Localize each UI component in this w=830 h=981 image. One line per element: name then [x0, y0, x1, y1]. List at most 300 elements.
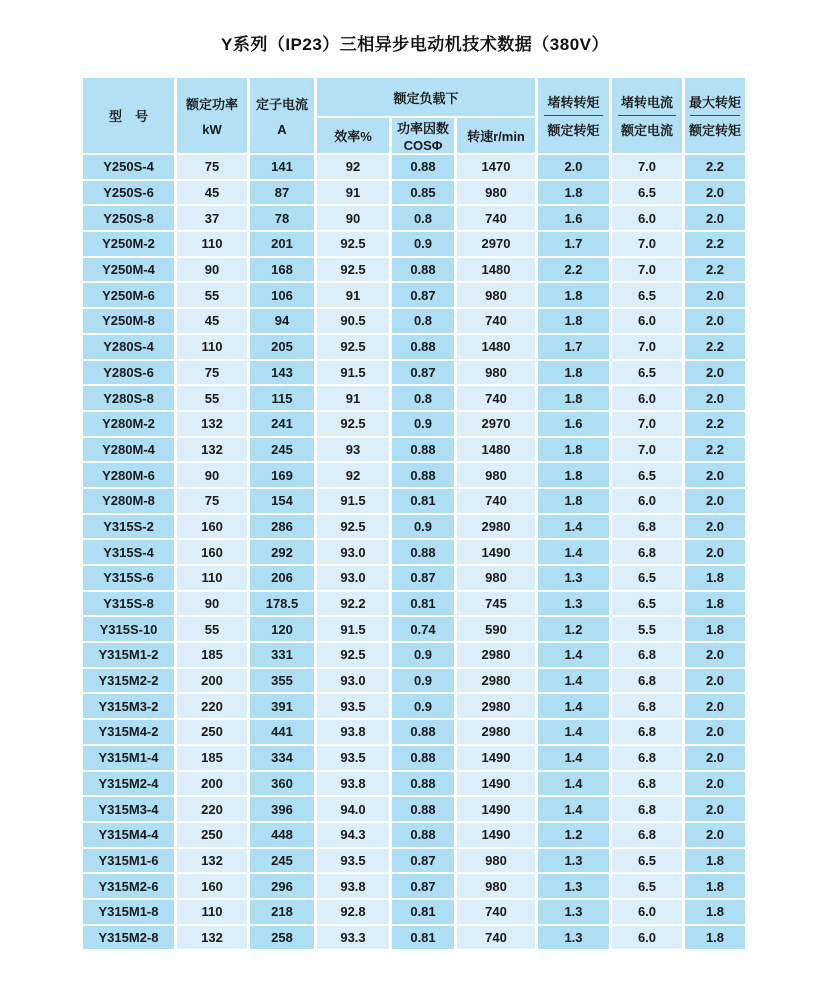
fraction-bar	[690, 115, 740, 116]
value-cell: 1.8	[685, 926, 745, 950]
value-cell: 1.4	[538, 772, 609, 796]
value-cell: 6.8	[612, 720, 682, 744]
value-cell: 132	[177, 926, 247, 950]
value-cell: 91.5	[317, 617, 389, 641]
table-row	[83, 823, 745, 847]
table-body	[83, 155, 745, 949]
value-cell: 6.5	[612, 283, 682, 307]
value-cell: 1.7	[538, 335, 609, 359]
locked-current-denominator: 额定电流	[620, 123, 673, 138]
table-row	[83, 335, 745, 359]
value-cell: 93.0	[317, 566, 389, 590]
value-cell: 1.8	[685, 849, 745, 873]
value-cell: 205	[250, 335, 314, 359]
value-cell: 0.88	[392, 746, 454, 770]
value-cell: 441	[250, 720, 314, 744]
value-cell: 6.8	[612, 694, 682, 718]
value-cell: 45	[177, 309, 247, 333]
table-row	[83, 181, 745, 205]
model-cell: Y315S-10	[83, 617, 174, 641]
header-max-torque-ratio	[685, 78, 745, 153]
model-cell: Y250M-6	[83, 283, 174, 307]
value-cell: 1.8	[538, 181, 609, 205]
value-cell: 0.9	[392, 412, 454, 436]
value-cell: 0.81	[392, 592, 454, 616]
value-cell: 90	[317, 206, 389, 230]
value-cell: 1.7	[538, 232, 609, 256]
table-row	[83, 694, 745, 718]
value-cell: 6.0	[612, 900, 682, 924]
value-cell: 1.8	[685, 592, 745, 616]
value-cell: 6.8	[612, 669, 682, 693]
value-cell: 1.8	[685, 874, 745, 898]
value-cell: 92.5	[317, 515, 389, 539]
value-cell: 1.2	[538, 617, 609, 641]
value-cell: 2.2	[685, 232, 745, 256]
value-cell: 1480	[457, 438, 535, 462]
value-cell: 0.88	[392, 720, 454, 744]
value-cell: 740	[457, 206, 535, 230]
value-cell: 91.5	[317, 361, 389, 385]
value-cell: 360	[250, 772, 314, 796]
value-cell: 2970	[457, 232, 535, 256]
value-cell: 132	[177, 849, 247, 873]
table-row	[83, 592, 745, 616]
value-cell: 1.6	[538, 206, 609, 230]
value-cell: 1.8	[685, 566, 745, 590]
table-row	[83, 540, 745, 564]
value-cell: 6.5	[612, 181, 682, 205]
value-cell: 355	[250, 669, 314, 693]
model-cell: Y250S-4	[83, 155, 174, 179]
table-row	[83, 926, 745, 950]
value-cell: 220	[177, 797, 247, 821]
value-cell: 92.5	[317, 643, 389, 667]
value-cell: 92	[317, 155, 389, 179]
value-cell: 391	[250, 694, 314, 718]
table-row	[83, 361, 745, 385]
table-row	[83, 720, 745, 744]
value-cell: 6.0	[612, 926, 682, 950]
value-cell: 1.3	[538, 592, 609, 616]
value-cell: 0.88	[392, 772, 454, 796]
value-cell: 7.0	[612, 335, 682, 359]
value-cell: 740	[457, 900, 535, 924]
value-cell: 0.88	[392, 335, 454, 359]
value-cell: 1.4	[538, 515, 609, 539]
value-cell: 92.8	[317, 900, 389, 924]
table-row	[83, 566, 745, 590]
value-cell: 245	[250, 438, 314, 462]
value-cell: 185	[177, 746, 247, 770]
value-cell: 1.8	[538, 361, 609, 385]
value-cell: 2980	[457, 720, 535, 744]
value-cell: 2.2	[685, 335, 745, 359]
value-cell: 7.0	[612, 412, 682, 436]
motor-data-table	[80, 76, 748, 951]
value-cell: 250	[177, 720, 247, 744]
value-cell: 1.4	[538, 746, 609, 770]
value-cell: 1.8	[685, 617, 745, 641]
value-cell: 1490	[457, 772, 535, 796]
value-cell: 7.0	[612, 155, 682, 179]
value-cell: 93	[317, 438, 389, 462]
header-power-factor-label: 功率因数	[396, 121, 449, 136]
model-cell: Y280S-8	[83, 386, 174, 410]
model-cell: Y280M-2	[83, 412, 174, 436]
value-cell: 93.5	[317, 746, 389, 770]
value-cell: 92.5	[317, 335, 389, 359]
header-rated-power-unit: kW	[202, 122, 222, 137]
value-cell: 0.88	[392, 463, 454, 487]
value-cell: 0.87	[392, 361, 454, 385]
value-cell: 1480	[457, 258, 535, 282]
value-cell: 2980	[457, 694, 535, 718]
fraction-bar	[618, 115, 677, 116]
model-cell: Y315S-6	[83, 566, 174, 590]
value-cell: 1.8	[685, 900, 745, 924]
value-cell: 0.85	[392, 181, 454, 205]
value-cell: 75	[177, 155, 247, 179]
value-cell: 980	[457, 566, 535, 590]
value-cell: 2970	[457, 412, 535, 436]
value-cell: 1.2	[538, 823, 609, 847]
value-cell: 1.4	[538, 720, 609, 744]
value-cell: 178.5	[250, 592, 314, 616]
table-row	[83, 746, 745, 770]
value-cell: 0.9	[392, 232, 454, 256]
model-cell: Y315M1-8	[83, 900, 174, 924]
value-cell: 2.2	[685, 258, 745, 282]
header-efficiency: 效率%	[317, 118, 389, 153]
value-cell: 141	[250, 155, 314, 179]
value-cell: 292	[250, 540, 314, 564]
value-cell: 143	[250, 361, 314, 385]
value-cell: 0.8	[392, 309, 454, 333]
value-cell: 0.87	[392, 566, 454, 590]
value-cell: 0.9	[392, 643, 454, 667]
value-cell: 168	[250, 258, 314, 282]
value-cell: 980	[457, 283, 535, 307]
value-cell: 0.9	[392, 669, 454, 693]
table-row	[83, 438, 745, 462]
value-cell: 2.0	[685, 515, 745, 539]
value-cell: 590	[457, 617, 535, 641]
value-cell: 0.8	[392, 386, 454, 410]
value-cell: 1.8	[538, 283, 609, 307]
page-title: Y系列（IP23）三相异步电动机技术数据（380V）	[220, 35, 609, 54]
value-cell: 90.5	[317, 309, 389, 333]
value-cell: 90	[177, 592, 247, 616]
value-cell: 110	[177, 335, 247, 359]
value-cell: 93.8	[317, 772, 389, 796]
model-cell: Y315S-2	[83, 515, 174, 539]
table-row	[83, 232, 745, 256]
value-cell: 200	[177, 669, 247, 693]
value-cell: 1.3	[538, 566, 609, 590]
model-cell: Y315M4-4	[83, 823, 174, 847]
value-cell: 6.0	[612, 489, 682, 513]
table-row	[83, 386, 745, 410]
value-cell: 2.0	[685, 361, 745, 385]
table-header	[83, 78, 745, 153]
value-cell: 740	[457, 489, 535, 513]
value-cell: 740	[457, 926, 535, 950]
value-cell: 1.4	[538, 669, 609, 693]
model-cell: Y315M1-6	[83, 849, 174, 873]
value-cell: 1.8	[538, 463, 609, 487]
value-cell: 396	[250, 797, 314, 821]
value-cell: 2.0	[685, 309, 745, 333]
value-cell: 92.5	[317, 232, 389, 256]
value-cell: 1.4	[538, 643, 609, 667]
value-cell: 106	[250, 283, 314, 307]
value-cell: 6.5	[612, 566, 682, 590]
value-cell: 0.81	[392, 926, 454, 950]
value-cell: 286	[250, 515, 314, 539]
value-cell: 1.8	[538, 489, 609, 513]
locked-current-numerator: 堵转电流	[620, 95, 673, 110]
value-cell: 2.0	[685, 540, 745, 564]
value-cell: 1.8	[538, 438, 609, 462]
value-cell: 93.8	[317, 874, 389, 898]
value-cell: 132	[177, 438, 247, 462]
value-cell: 2.0	[685, 463, 745, 487]
value-cell: 37	[177, 206, 247, 230]
table-row	[83, 772, 745, 796]
value-cell: 2.0	[685, 669, 745, 693]
value-cell: 2.0	[538, 155, 609, 179]
value-cell: 6.5	[612, 463, 682, 487]
value-cell: 55	[177, 386, 247, 410]
value-cell: 0.87	[392, 849, 454, 873]
value-cell: 980	[457, 874, 535, 898]
value-cell: 250	[177, 823, 247, 847]
max-torque-numerator: 最大转矩	[688, 95, 741, 110]
model-cell: Y315S-4	[83, 540, 174, 564]
value-cell: 6.0	[612, 309, 682, 333]
value-cell: 2.0	[685, 206, 745, 230]
table-row	[83, 669, 745, 693]
table-row	[83, 283, 745, 307]
value-cell: 2.0	[685, 823, 745, 847]
header-rated-load-group: 额定负载下	[317, 78, 535, 116]
value-cell: 87	[250, 181, 314, 205]
value-cell: 75	[177, 489, 247, 513]
value-cell: 0.88	[392, 258, 454, 282]
value-cell: 91	[317, 283, 389, 307]
value-cell: 0.9	[392, 694, 454, 718]
value-cell: 2.0	[685, 797, 745, 821]
value-cell: 0.88	[392, 540, 454, 564]
header-locked-torque-ratio	[538, 78, 609, 153]
value-cell: 331	[250, 643, 314, 667]
value-cell: 980	[457, 463, 535, 487]
model-cell: Y280M-6	[83, 463, 174, 487]
value-cell: 0.87	[392, 283, 454, 307]
value-cell: 980	[457, 361, 535, 385]
header-speed: 转速r/min	[457, 118, 535, 153]
value-cell: 6.5	[612, 361, 682, 385]
value-cell: 2.0	[685, 772, 745, 796]
value-cell: 6.0	[612, 206, 682, 230]
value-cell: 448	[250, 823, 314, 847]
value-cell: 2980	[457, 515, 535, 539]
value-cell: 258	[250, 926, 314, 950]
value-cell: 2.0	[685, 283, 745, 307]
value-cell: 0.88	[392, 797, 454, 821]
header-stator-current-unit: A	[277, 122, 287, 137]
value-cell: 93.8	[317, 720, 389, 744]
value-cell: 160	[177, 515, 247, 539]
header-rated-power	[177, 78, 247, 153]
value-cell: 132	[177, 412, 247, 436]
value-cell: 90	[177, 463, 247, 487]
fraction-bar	[544, 115, 604, 116]
model-cell: Y250S-8	[83, 206, 174, 230]
model-cell: Y315S-8	[83, 592, 174, 616]
value-cell: 1.8	[538, 386, 609, 410]
table-row	[83, 412, 745, 436]
value-cell: 92.2	[317, 592, 389, 616]
value-cell: 6.8	[612, 643, 682, 667]
value-cell: 1480	[457, 335, 535, 359]
value-cell: 2980	[457, 669, 535, 693]
value-cell: 1.3	[538, 900, 609, 924]
model-cell: Y315M3-4	[83, 797, 174, 821]
value-cell: 0.88	[392, 823, 454, 847]
value-cell: 2.2	[685, 412, 745, 436]
value-cell: 245	[250, 849, 314, 873]
value-cell: 0.87	[392, 874, 454, 898]
value-cell: 115	[250, 386, 314, 410]
value-cell: 2980	[457, 643, 535, 667]
value-cell: 0.8	[392, 206, 454, 230]
value-cell: 92	[317, 463, 389, 487]
value-cell: 90	[177, 258, 247, 282]
value-cell: 0.81	[392, 900, 454, 924]
table-row	[83, 849, 745, 873]
value-cell: 94.0	[317, 797, 389, 821]
locked-torque-numerator: 堵转转矩	[547, 95, 600, 110]
model-cell: Y280M-4	[83, 438, 174, 462]
model-cell: Y315M2-4	[83, 772, 174, 796]
value-cell: 220	[177, 694, 247, 718]
value-cell: 6.5	[612, 874, 682, 898]
value-cell: 1.8	[538, 309, 609, 333]
value-cell: 1.4	[538, 694, 609, 718]
table-row	[83, 206, 745, 230]
value-cell: 110	[177, 232, 247, 256]
value-cell: 6.8	[612, 746, 682, 770]
value-cell: 160	[177, 540, 247, 564]
table-row	[83, 617, 745, 641]
header-locked-current-ratio	[612, 78, 682, 153]
value-cell: 1.4	[538, 797, 609, 821]
value-cell: 2.2	[538, 258, 609, 282]
value-cell: 7.0	[612, 232, 682, 256]
value-cell: 110	[177, 566, 247, 590]
value-cell: 7.0	[612, 258, 682, 282]
value-cell: 1.4	[538, 540, 609, 564]
table-row	[83, 155, 745, 179]
model-cell: Y315M3-2	[83, 694, 174, 718]
model-cell: Y250M-4	[83, 258, 174, 282]
header-power-factor-unit: COSΦ	[403, 138, 443, 153]
model-cell: Y315M4-2	[83, 720, 174, 744]
value-cell: 0.9	[392, 515, 454, 539]
model-cell: Y250S-6	[83, 181, 174, 205]
value-cell: 93.5	[317, 849, 389, 873]
table-row	[83, 900, 745, 924]
value-cell: 2.0	[685, 720, 745, 744]
model-cell: Y315M1-2	[83, 643, 174, 667]
value-cell: 55	[177, 283, 247, 307]
value-cell: 0.74	[392, 617, 454, 641]
model-cell: Y280S-4	[83, 335, 174, 359]
value-cell: 110	[177, 900, 247, 924]
value-cell: 2.0	[685, 489, 745, 513]
model-cell: Y315M1-4	[83, 746, 174, 770]
value-cell: 6.8	[612, 797, 682, 821]
value-cell: 980	[457, 181, 535, 205]
table-row	[83, 309, 745, 333]
value-cell: 94.3	[317, 823, 389, 847]
header-power-factor	[392, 118, 454, 153]
value-cell: 740	[457, 309, 535, 333]
value-cell: 6.5	[612, 849, 682, 873]
value-cell: 980	[457, 849, 535, 873]
value-cell: 2.0	[685, 694, 745, 718]
value-cell: 93.5	[317, 694, 389, 718]
value-cell: 6.8	[612, 515, 682, 539]
table-row	[83, 797, 745, 821]
model-cell: Y315M2-2	[83, 669, 174, 693]
header-rated-power-label: 额定功率	[185, 97, 238, 112]
table-row	[83, 643, 745, 667]
value-cell: 334	[250, 746, 314, 770]
value-cell: 6.5	[612, 592, 682, 616]
value-cell: 2.0	[685, 643, 745, 667]
value-cell: 0.88	[392, 155, 454, 179]
value-cell: 1490	[457, 823, 535, 847]
value-cell: 2.2	[685, 155, 745, 179]
value-cell: 120	[250, 617, 314, 641]
value-cell: 93.0	[317, 540, 389, 564]
value-cell: 93.3	[317, 926, 389, 950]
value-cell: 1.3	[538, 926, 609, 950]
value-cell: 1.3	[538, 874, 609, 898]
value-cell: 91	[317, 386, 389, 410]
value-cell: 7.0	[612, 438, 682, 462]
value-cell: 75	[177, 361, 247, 385]
value-cell: 0.81	[392, 489, 454, 513]
table-row	[83, 463, 745, 487]
value-cell: 185	[177, 643, 247, 667]
value-cell: 1.3	[538, 849, 609, 873]
model-cell: Y280M-8	[83, 489, 174, 513]
value-cell: 241	[250, 412, 314, 436]
value-cell: 6.0	[612, 386, 682, 410]
value-cell: 1490	[457, 540, 535, 564]
value-cell: 91	[317, 181, 389, 205]
value-cell: 91.5	[317, 489, 389, 513]
value-cell: 1.6	[538, 412, 609, 436]
table-row	[83, 489, 745, 513]
value-cell: 206	[250, 566, 314, 590]
value-cell: 200	[177, 772, 247, 796]
value-cell: 154	[250, 489, 314, 513]
